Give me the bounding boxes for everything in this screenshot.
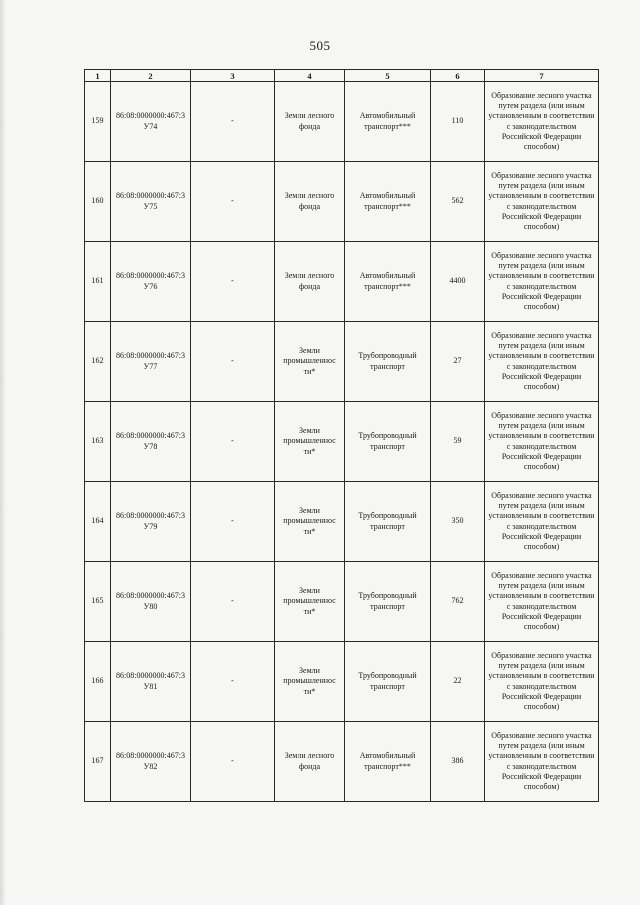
- header-cell-6: 6: [431, 70, 485, 82]
- use-type: Автомобильный транспорт***: [345, 722, 431, 802]
- table-row: [85, 562, 599, 642]
- cadastral-number: [111, 722, 191, 802]
- table-row: [85, 402, 599, 482]
- land-category: Земли промышленнос ти*: [275, 562, 345, 642]
- land-category: Земли лесного фонда: [275, 722, 345, 802]
- formation-method: Образование лесного участка путем раздела (или иным установленным в соответствии с законодательством Российской Федерации способом): [485, 482, 599, 562]
- row-number: 166: [85, 642, 111, 722]
- area-value: 59: [431, 402, 485, 482]
- column-3-value: -: [191, 722, 275, 802]
- cadastral-number-part2: У74: [143, 121, 158, 131]
- formation-method: Образование лесного участка путем раздела (или иным установленным в соответствии с законодательством Российской Федерации способом): [485, 402, 599, 482]
- formation-method: Образование лесного участка путем раздела (или иным установленным в соответствии с законодательством Российской Федерации способом): [485, 242, 599, 322]
- table-row: [85, 482, 599, 562]
- cadastral-number-part2: У79: [143, 521, 158, 531]
- use-type: Трубопроводный транспорт: [345, 642, 431, 722]
- cadastral-number-part1: 86:08:0000000:467:3: [116, 111, 185, 121]
- column-3-value: -: [191, 242, 275, 322]
- land-category: Земли лесного фонда: [275, 242, 345, 322]
- row-number: 160: [85, 162, 111, 242]
- area-value: 762: [431, 562, 485, 642]
- table-row: [85, 722, 599, 802]
- header-cell-5: 5: [345, 70, 431, 82]
- formation-method: Образование лесного участка путем раздела (или иным установленным в соответствии с законодательством Российской Федерации способом): [485, 722, 599, 802]
- area-value: 350: [431, 482, 485, 562]
- header-cell-4: 4: [275, 70, 345, 82]
- cadastral-number: [111, 242, 191, 322]
- table-row: [85, 242, 599, 322]
- register-table: [84, 69, 599, 802]
- table-row: [85, 322, 599, 402]
- cadastral-number-part2: У81: [143, 681, 158, 691]
- header-cell-3: 3: [191, 70, 275, 82]
- page-number: 505: [309, 38, 331, 53]
- column-3-value: -: [191, 482, 275, 562]
- cadastral-number-part1: 86:08:0000000:467:3: [116, 271, 185, 281]
- cadastral-number-part2: У76: [143, 281, 158, 291]
- cadastral-number: [111, 322, 191, 402]
- cadastral-number-part1: 86:08:0000000:467:3: [116, 511, 185, 521]
- area-value: 27: [431, 322, 485, 402]
- header-row: [85, 70, 599, 82]
- cadastral-number: [111, 402, 191, 482]
- header-cell-2: 2: [111, 70, 191, 82]
- cadastral-number-part1: 86:08:0000000:467:3: [116, 351, 185, 361]
- area-value: 4400: [431, 242, 485, 322]
- use-type: Автомобильный транспорт***: [345, 162, 431, 242]
- cadastral-number: [111, 162, 191, 242]
- row-number: 159: [85, 82, 111, 162]
- column-3-value: -: [191, 562, 275, 642]
- land-category: Земли лесного фонда: [275, 162, 345, 242]
- header-cell-7: 7: [485, 70, 599, 82]
- table-row: [85, 642, 599, 722]
- use-type: Трубопроводный транспорт: [345, 402, 431, 482]
- column-3-value: -: [191, 642, 275, 722]
- cadastral-number-part1: 86:08:0000000:467:3: [116, 751, 185, 761]
- cadastral-number: [111, 642, 191, 722]
- use-type: Автомобильный транспорт***: [345, 242, 431, 322]
- use-type: Трубопроводный транспорт: [345, 562, 431, 642]
- formation-method: Образование лесного участка путем раздела (или иным установленным в соответствии с законодательством Российской Федерации способом): [485, 82, 599, 162]
- row-number: 161: [85, 242, 111, 322]
- cadastral-number: [111, 482, 191, 562]
- formation-method: Образование лесного участка путем раздела (или иным установленным в соответствии с законодательством Российской Федерации способом): [485, 322, 599, 402]
- formation-method: Образование лесного участка путем раздела (или иным установленным в соответствии с законодательством Российской Федерации способом): [485, 162, 599, 242]
- land-category: Земли промышленнос ти*: [275, 482, 345, 562]
- header-cell-1: 1: [85, 70, 111, 82]
- land-category: Земли промышленнос ти*: [275, 642, 345, 722]
- row-number: 162: [85, 322, 111, 402]
- row-number: 167: [85, 722, 111, 802]
- land-category: Земли промышленнос ти*: [275, 402, 345, 482]
- cadastral-number-part2: У78: [143, 441, 158, 451]
- use-type: Трубопроводный транспорт: [345, 482, 431, 562]
- area-value: 22: [431, 642, 485, 722]
- table-row: [85, 162, 599, 242]
- cadastral-number: [111, 562, 191, 642]
- area-value: 386: [431, 722, 485, 802]
- cadastral-number: [111, 82, 191, 162]
- scan-edge: [0, 0, 6, 905]
- column-3-value: -: [191, 402, 275, 482]
- cadastral-number-part2: У75: [143, 201, 158, 211]
- cadastral-number-part2: У80: [143, 601, 158, 611]
- cadastral-number-part2: У77: [143, 361, 158, 371]
- cadastral-number-part1: 86:08:0000000:467:3: [116, 591, 185, 601]
- row-number: 164: [85, 482, 111, 562]
- column-3-value: -: [191, 82, 275, 162]
- column-3-value: -: [191, 322, 275, 402]
- land-category: Земли промышленнос ти*: [275, 322, 345, 402]
- cadastral-number-part1: 86:08:0000000:467:3: [116, 431, 185, 441]
- column-3-value: -: [191, 162, 275, 242]
- cadastral-number-part2: У82: [143, 761, 158, 771]
- use-type: Автомобильный транспорт***: [345, 82, 431, 162]
- land-category: Земли лесного фонда: [275, 82, 345, 162]
- row-number: 165: [85, 562, 111, 642]
- formation-method: Образование лесного участка путем раздела (или иным установленным в соответствии с законодательством Российской Федерации способом): [485, 642, 599, 722]
- row-number: 163: [85, 402, 111, 482]
- cadastral-number-part1: 86:08:0000000:467:3: [116, 671, 185, 681]
- cadastral-number-part1: 86:08:0000000:467:3: [116, 191, 185, 201]
- formation-method: Образование лесного участка путем раздела (или иным установленным в соответствии с законодательством Российской Федерации способом): [485, 562, 599, 642]
- table-row: [85, 82, 599, 162]
- area-value: 562: [431, 162, 485, 242]
- use-type: Трубопроводный транспорт: [345, 322, 431, 402]
- area-value: 110: [431, 82, 485, 162]
